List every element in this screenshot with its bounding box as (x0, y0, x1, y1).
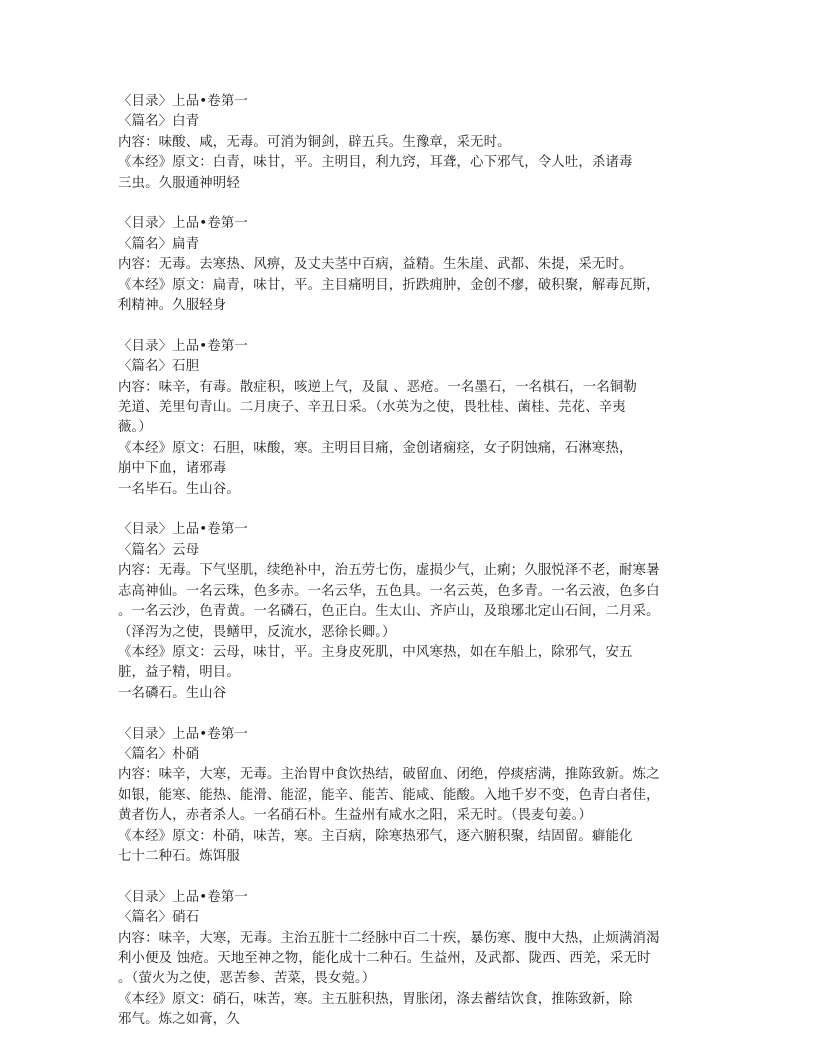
entry-text-line: 内容：味辛，大寒，无毒。主治胃中食饮热结，破留血、闭绝，停痰痞满，推陈致新。炼之 (118, 767, 660, 783)
entry-catalog-line: 〈目录〉上品•卷第一 (118, 338, 248, 354)
entry-text-line: 三虫。久服通神明轻 (118, 175, 240, 191)
document-page (118, 92, 718, 1031)
entry-text-line: 邪气。炼之如膏，久 (118, 1012, 240, 1028)
herb-entry (118, 337, 718, 500)
entry-text-line: 利小便及 蚀疮。天地至神之物，能化成十二种石。生益州，及武都、陇西、西羌，采无时 (118, 950, 651, 966)
entry-text-line: （泽泻为之使，畏鳝甲，反流水，恶徐长卿。） (118, 624, 396, 640)
entry-text-line: 一名磷石。生山谷 (118, 685, 227, 701)
entry-text-line: 内容：味辛，有毒。散症积，咳逆上气，及鼠 、恶疮。一名墨石，一名棋石，一名铜勒 (118, 379, 637, 395)
entry-text-line: 利精神。久服轻身 (118, 298, 227, 314)
entry-text-line: 内容：味酸、咸，无毒。可消为铜剑，辟五兵。生豫章，采无时。 (118, 134, 511, 150)
entry-text-line: 内容：无毒。下气坚肌，续绝补中，治五劳七伤，虚损少气，止痢；久服悦泽不老，耐寒暑 (118, 563, 660, 579)
entry-text-line: 《本经》原文：朴硝，味苦，寒。主百病，除寒热邪气，逐六腑积聚，结固留。癖能化 (118, 828, 633, 844)
entry-catalog-line: 〈目录〉上品•卷第一 (118, 726, 248, 742)
entry-title-line: 〈篇名〉硝石 (118, 910, 200, 926)
entry-text-line: 一名毕石。生山谷。 (118, 481, 240, 497)
herb-entry (118, 888, 718, 1031)
entry-text-line: 《本经》原文：硝石，味苦，寒。主五脏积热，胃胀闭，涤去蓄结饮食，推陈致新，除 (118, 991, 633, 1007)
entry-title-line: 〈篇名〉白青 (118, 114, 200, 130)
entry-title-line: 〈篇名〉朴硝 (118, 746, 200, 762)
entry-text-line: 羌道、羌里句青山。二月庚子、辛丑日采。（水英为之使，畏牡桂、菌桂、芫花、辛夷 (118, 400, 626, 416)
herb-entry (118, 214, 718, 316)
entry-text-line: 《本经》原文：石胆，味酸，寒。主明目目痛，金创诸痫痉，女子阴蚀痛，石淋寒热， (118, 440, 633, 456)
herb-entry (118, 92, 718, 194)
entry-text-line: 《本经》原文：云母，味甘，平。主身皮死肌，中风寒热，如在车船上，除邪气，安五 (118, 644, 633, 660)
entry-text-line: 七十二种石。炼饵服 (118, 848, 240, 864)
entry-title-line: 〈篇名〉云母 (118, 542, 200, 558)
entry-text-line: 脏，益子精，明目。 (118, 665, 240, 681)
entry-text-line: 黄者伤人，赤者杀人。一名硝石朴。生益州有咸水之阳，采无时。（畏麦句姜。） (118, 808, 593, 824)
entry-title-line: 〈篇名〉扁青 (118, 236, 200, 252)
entry-text-line: 《本经》原文：白青，味甘，平。主明目，利九窍，耳聋，心下邪气，令人吐，杀诸毒 (118, 155, 633, 171)
entry-catalog-line: 〈目录〉上品•卷第一 (118, 522, 248, 538)
entry-text-line: 内容：无毒。去寒热、风痹，及丈夫茎中百病，益精。生朱崖、武都、朱提，采无时。 (118, 257, 633, 273)
entry-catalog-line: 〈目录〉上品•卷第一 (118, 94, 248, 109)
entry-text-line: 薇。） (118, 420, 152, 436)
entry-text-line: 。（萤火为之使，恶苦参、苦菜，畏女菀。） (118, 971, 376, 987)
herb-entry (118, 725, 718, 868)
entry-text-line: 崩中下血，诸邪毒 (118, 461, 227, 477)
entry-text-line: 《本经》原文：扁青，味甘，平。主目痛明目，折跌痈肿，金创不瘳，破积聚，解毒瓦斯， (118, 277, 660, 293)
entry-catalog-line: 〈目录〉上品•卷第一 (118, 216, 248, 232)
entry-catalog-line: 〈目录〉上品•卷第一 (118, 889, 248, 905)
herb-entry (118, 520, 718, 704)
entry-text-line: 如银，能寒、能热、能滑、能涩，能辛、能苦、能咸、能酸。入地千岁不变，色青白者佳， (118, 787, 660, 803)
entry-text-line: 志高神仙。一名云珠，色多赤。一名云华，五色具。一名云英，色多青。一名云液，色多白 (118, 583, 660, 599)
entry-title-line: 〈篇名〉石胆 (118, 359, 200, 375)
entry-text-line: 。一名云沙，色青黄。一名磷石，色正白。生太山、齐庐山，及琅琊北定山石间，二月采。 (118, 604, 660, 620)
entry-text-line: 内容：味辛，大寒，无毒。主治五脏十二经脉中百二十疾，暴伤寒、腹中大热，止烦满消渴 (118, 930, 660, 946)
